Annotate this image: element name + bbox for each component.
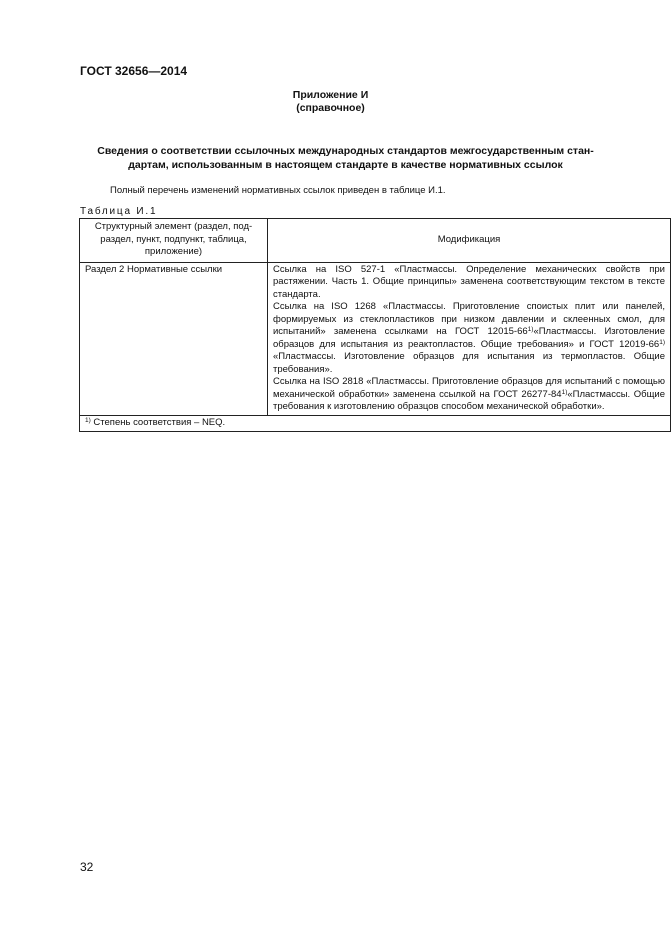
mod-text: «Пластмассы. Общие требования к изготовлению образцов способом механической обработки». [273, 388, 665, 412]
footnote-text: Степень соответствия – NEQ. [90, 416, 226, 428]
footnote-marker: 1) [85, 416, 91, 424]
table-row [80, 262, 671, 415]
appendix-title: Приложение И [292, 89, 369, 101]
table-header-row [80, 219, 671, 263]
section-heading [80, 145, 611, 172]
header-structural-element [80, 219, 268, 263]
appendix-title-block [0, 89, 661, 115]
reference-table [79, 218, 671, 432]
cell-structural-element: Раздел 2 Нормативные ссылки [80, 262, 268, 415]
header-col1-line: раздел, пункт, подпункт, таблица, [100, 233, 247, 245]
page-number: 32 [80, 860, 94, 874]
cell-modification [268, 262, 671, 415]
modification-paragraph-1: Ссылка на ISO 527-1 «Пластмассы. Определение механических свойств при растяжении. Часть 1. Общие принципы» заменена соответствующим текстом в тексте стандарта. [273, 263, 665, 300]
table-footnote [80, 415, 671, 432]
table-caption: Таблица И.1 [80, 206, 158, 217]
appendix-subtitle: (справочное) [296, 102, 365, 114]
intro-paragraph: Полный перечень изменений нормативных ссылок приведен в таблице И.1. [110, 185, 446, 196]
mod-text: «Пластмассы. Изготовление образцов для испытания из термопластов. Общие требования». [273, 351, 665, 375]
header-modification: Модификация [268, 219, 671, 263]
header-col1-line: Структурный элемент (раздел, под- [94, 221, 253, 232]
mod-text: Ссылка на ISO 1268 «Пластмассы. Приготовление споистых плит или панелей, формируемых из стеклопластиков при низком давлении и склеенных смол, для испытаний» заменена ссылками на ГОСТ 12015-66 [273, 301, 665, 337]
document-code: ГОСТ 32656—2014 [80, 64, 188, 78]
footnote-ref: 1) [561, 388, 568, 396]
section-heading-line-1: Сведения о соответствии ссылочных международных стандартов межгосударственным стан- [97, 145, 594, 157]
mod-text: «Пластмассы. Изготовление образцов для испытания из реактопластов. Общие требования» и ГОСТ 12019-66 [273, 326, 666, 350]
footnote-ref: 1) [659, 338, 665, 346]
section-heading-line-2: дартам, использованным в настоящем стандарте в качестве нормативных ссылок [128, 158, 563, 171]
modification-paragraph-2 [273, 301, 665, 376]
modification-paragraph-3 [273, 376, 665, 414]
table-footnote-row [80, 415, 671, 432]
header-col1-line: приложение) [144, 246, 203, 257]
footnote-ref: 1) [527, 326, 534, 333]
mod-text: Ссылка на ISO 2818 «Пластмассы. Приготовление образцов для испытаний с помощью механической обработки» заменена ссылкой на ГОСТ 26277-84 [273, 376, 665, 400]
